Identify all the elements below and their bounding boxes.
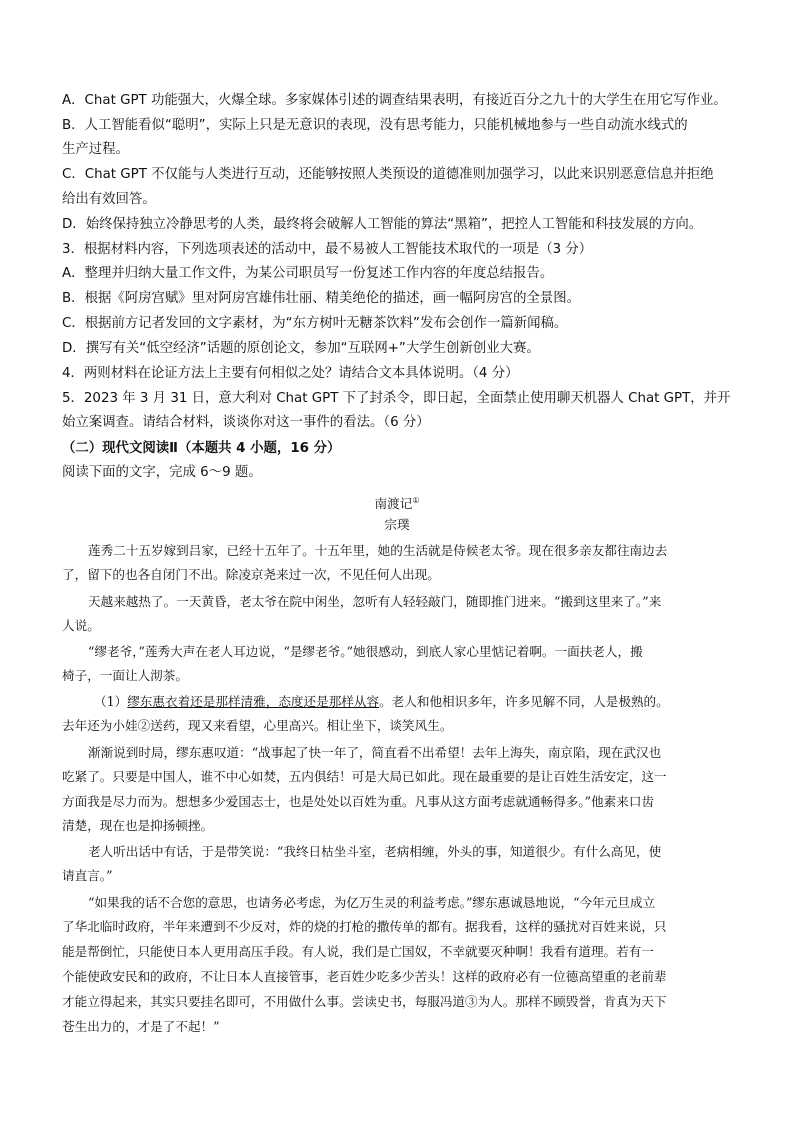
passage-paragraph: 老人听出话中有话，于是带笑说：“我终日枯坐斗室，老病相缠，外头的事，知道很少。有什么高见，使 <box>88 844 662 859</box>
passage-line: 人说。 <box>62 618 100 633</box>
passage-line: 请直言。” <box>62 868 113 883</box>
passage-line: 能是帮倒忙，只能使日本人更用高压手段。有人说，我们是亡国奴，不幸就要灭种啊！我看有道理。若有一 <box>62 944 654 959</box>
passage-paragraph: 莲秀二十五岁嫁到吕家，已经十五年了。十五年里，她的生活就是侍候老太爷。现在很多亲友都往南边去 <box>88 543 668 558</box>
q3-option-b: B．根据《阿房宫赋》里对阿房宫雄伟壮丽、精美绝伦的描述，画一幅阿房宫的全景图。 <box>62 291 581 306</box>
passage-line: 去年还为小娃②送药，现又来看望，心里高兴。相让坐下，谈笑风生。 <box>62 718 453 733</box>
q2-option-b: B．人工智能看似“聪明”，实际上只是无意识的表现，没有思考能力，只能机械地参与一些自动流水线式的 <box>62 118 688 133</box>
q3-option-c: C．根据前方记者发回的文字素材，为“东方树叶无糖茶饮料”发布会创作一篇新闻稿。 <box>62 316 568 331</box>
passage-paragraph: “如果我的话不合您的意思，也请务必考虑，为亿万生灵的利益考虑。”缪东惠诚恳地说，“今年元旦成立 <box>88 895 656 910</box>
passage-line: 吃紧了。只要是中国人，谁不中心如焚，五内俱结！可是大局已如此。现在最重要的是让百姓生活安定，这一 <box>62 769 667 784</box>
q3-option-d: D．撰写有关“低空经济”话题的原创论文，参加“互联网+”大学生创新创业大赛。 <box>62 341 540 356</box>
passage-paragraph: 渐渐说到时局，缪东惠叹道：“战事起了快一年了，简直看不出希望！去年上海失，南京陷，现在武汉也 <box>88 745 662 760</box>
q2-option-c: C．Chat GPT 不仅能与人类进行互动，还能够按照人类预设的道德准则加强学习，以此来识别恶意信息并拒绝 <box>62 167 714 182</box>
section-instruction: 阅读下面的文字，完成 6～9 题。 <box>62 465 262 480</box>
passage-line: 才能立得起来，其实只要挂名即可，不用做什么事。尝读史书，每服冯道③为人。那样不顾毁誉，肯真为天下 <box>62 994 667 1009</box>
passage-line: 清楚，现在也是抑扬顿挫。 <box>62 818 214 833</box>
question-4: 4．两则材料在论证方法上主要有何相似之处？请结合文本具体说明。（4 分） <box>62 366 519 381</box>
passage-paragraph: 天越来越热了。一天黄昏，老太爷在院中闲坐，忽听有人轻轻敲门，随即推门进来。“搬到这里来了。”来 <box>88 594 662 609</box>
q2-option-b-cont: 生产过程。 <box>62 142 129 157</box>
passage-paragraph: （1）缪东惠衣着还是那样清雅，态度还是那样从容。老人和他相识多年，许多见解不同，人是极熟的。 <box>94 694 669 709</box>
passage-title: 南渡记① <box>374 496 420 512</box>
passage-author: 宗璞 <box>384 517 410 532</box>
passage-line: 了华北临时政府，半年来遭到不少反对，炸的烧的打枪的撒传单的都有。据我看，这样的骚扰对百姓来说，只 <box>62 919 667 934</box>
passage-line: 了，留下的也各自闭门不出。除凌京尧来过一次，不见任何人出现。 <box>62 567 440 582</box>
q2-option-d: D．始终保持独立冷静思考的人类，最终将会破解人工智能的算法“黑箱”，把控人工智能和科技发展的方向。 <box>62 217 703 232</box>
passage-line: 方面我是尽力而为。想想多少爱国志士，也是处处以百姓为重。凡事从这方面考虑就通畅得多。”他素来口齿 <box>62 794 655 809</box>
passage-paragraph: “缪老爷，”莲秀大声在老人耳边说，“是缪老爷。”她很感动，到底人家心里惦记着啊。一面扶老人，搬 <box>88 644 643 659</box>
passage-line: 个能使政安民和的政府，不让日本人直接管事，老百姓少吃多少苦头！这样的政府必有一位德高望重的老前辈 <box>62 969 667 984</box>
footnote-marker: ① <box>412 496 420 505</box>
passage-line: 椅子，一面让人沏茶。 <box>62 668 188 683</box>
underlined-sentence: 缪东惠衣着还是那样清雅，态度还是那样从容 <box>127 694 380 709</box>
question-marker: （1） <box>94 694 128 709</box>
question-5: 5．2023 年 3 月 31 日，意大利对 Chat GPT 下了封杀令，即日起，全面禁止使用聊天机器人 Chat GPT，并开 <box>62 391 731 406</box>
question-3: 3．根据材料内容，下列选项表述的活动中，最不易被人工智能技术取代的一项是（3 分） <box>62 242 593 257</box>
q2-option-c-cont: 给出有效回答。 <box>62 192 156 207</box>
q2-option-a: A．Chat GPT 功能强大，火爆全球。多家媒体引述的调查结果表明，有接近百分之九十的大学生在用它写作业。 <box>62 93 727 108</box>
question-5-cont: 始立案调查。请结合材料，谈谈你对这一事件的看法。（6 分） <box>62 415 430 430</box>
q3-option-a: A．整理并归纳大量工作文件，为某公司职员写一份复述工作内容的年度总结报告。 <box>62 266 554 281</box>
passage-line: 苍生出力的，才是了不起！” <box>62 1019 220 1034</box>
section-heading: （二）现代文阅读Ⅱ（本题共 4 小题，16 分） <box>62 441 341 456</box>
